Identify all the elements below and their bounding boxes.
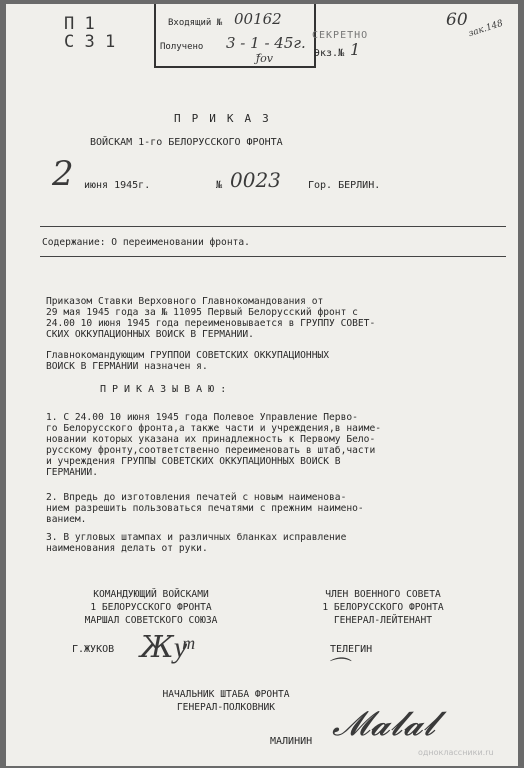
page-annotation: зак.148 bbox=[467, 18, 505, 40]
paragraph-line: русскому фронту,соответственно переименовать в штаб,части bbox=[46, 445, 376, 456]
point-3 bbox=[46, 532, 506, 554]
subject-rule-top bbox=[40, 226, 506, 227]
chief-rank: ГЕНЕРАЛ-ПОЛКОВНИК bbox=[176, 702, 276, 713]
paragraph-1 bbox=[46, 296, 506, 340]
council-signature: ⌒ bbox=[326, 657, 349, 682]
place: Гор. БЕРЛИН. bbox=[308, 180, 381, 191]
council-name: ТЕЛЕГИН bbox=[330, 644, 373, 655]
document-page bbox=[6, 4, 518, 766]
paragraph-line: Приказом Ставки Верховного Главнокомандования от bbox=[46, 296, 324, 307]
paragraph-line: го Белорусского фронта,а также части и учреждения,в наиме- bbox=[46, 423, 382, 434]
watermark: одноклассники.ru bbox=[418, 748, 494, 757]
commander-title-2: 1 БЕЛОРУССКОГО ФРОНТА bbox=[90, 602, 212, 613]
paragraph-line: 2. Впредь до изготовления печатей с новым наименова- bbox=[46, 492, 347, 503]
council-rank: ГЕНЕРАЛ-ЛЕЙТЕНАНТ bbox=[333, 615, 433, 626]
paragraph-line: 3. В угловых штампах и различных бланках исправление bbox=[46, 532, 347, 543]
number-label: № bbox=[216, 180, 223, 191]
commander-name: Г.ЖУКОВ bbox=[72, 644, 115, 655]
council-title-2: 1 БЕЛОРУССКОГО ФРОНТА bbox=[322, 602, 444, 613]
subject-rule-bottom bbox=[40, 256, 506, 257]
paragraph-line: ванием. bbox=[46, 514, 87, 525]
chief-name: МАЛИНИН bbox=[270, 736, 313, 747]
order-number: 0023 bbox=[230, 168, 281, 192]
paragraph-2 bbox=[46, 350, 506, 372]
copy-number: 1 bbox=[350, 40, 361, 59]
subject-line: Содержание: О переименовании фронта. bbox=[42, 237, 250, 248]
incoming-stamp bbox=[154, 4, 316, 68]
commander-title-1: КОМАНДУЮЩИЙ ВОЙСКАМИ bbox=[93, 589, 209, 600]
council-title-1: ЧЛЕН ВОЕННОГО СОВЕТА bbox=[325, 589, 441, 600]
commander-rank: МАРШАЛ СОВЕТСКОГО СОЮЗА bbox=[84, 615, 218, 626]
signatory-commander bbox=[46, 588, 256, 627]
paragraph-line: ГЕРМАНИИ. bbox=[46, 467, 98, 478]
paragraph-line: нием разрешить пользоваться печатями с прежним наимено- bbox=[46, 503, 364, 514]
doc-addressee: ВОЙСКАМ 1-го БЕЛОРУССКОГО ФРОНТА bbox=[90, 137, 283, 148]
date-day: 2 bbox=[52, 154, 74, 194]
commander-signature: Жуͫ bbox=[140, 630, 188, 665]
stamp-incoming-number: 00162 bbox=[234, 10, 282, 28]
paragraph-line: ВОЙСК В ГЕРМАНИИ назначен я. bbox=[46, 361, 208, 372]
stamp-received-label: Получено bbox=[160, 42, 204, 52]
stamp-signature: ƒ̃ov bbox=[256, 52, 273, 65]
paragraph-line: 29 мая 1945 года за № 11095 Первый Белорусский фронт с bbox=[46, 307, 358, 318]
paragraph-line: наименования делать от руки. bbox=[46, 543, 208, 554]
copy-label: Экз.№ bbox=[314, 48, 345, 59]
point-1 bbox=[46, 412, 506, 478]
stamp-incoming-label: Входящий № bbox=[168, 18, 223, 28]
archive-mark-1: П 1 bbox=[64, 14, 95, 34]
stamp-received-date: 3 - 1 - 45г. bbox=[226, 34, 306, 52]
date-rest: июня 1945г. bbox=[84, 180, 151, 191]
paragraph-line: Главнокомандующим ГРУППОЙ СОВЕТСКИХ ОККУПАЦИОННЫХ bbox=[46, 350, 330, 361]
paragraph-line: 24.00 10 июня 1945 года переименовывается в ГРУППУ СОВЕТ- bbox=[46, 318, 376, 329]
secrecy-line: СЕКРЕТНО bbox=[312, 30, 369, 41]
paragraph-line: СКИХ ОККУПАЦИОННЫХ ВОЙСК В ГЕРМАНИИ. bbox=[46, 329, 254, 340]
paragraph-line: новании которых указана их принадлежность к Первому Бело- bbox=[46, 434, 376, 445]
order-word: ПРИКАЗЫВАЮ: bbox=[100, 384, 233, 395]
archive-mark-2: С 3 1 bbox=[64, 32, 116, 52]
chief-title: НАЧАЛЬНИК ШТАБА ФРОНТА bbox=[162, 689, 290, 700]
paragraph-line: 1. С 24.00 10 июня 1945 года Полевое Управление Перво- bbox=[46, 412, 358, 423]
signatory-council-member bbox=[268, 588, 498, 627]
page-number: 60 bbox=[446, 10, 468, 30]
doc-title: ПРИКАЗ bbox=[174, 112, 280, 125]
point-2 bbox=[46, 492, 506, 525]
signatory-chief-of-staff bbox=[126, 688, 326, 714]
paragraph-line: и учреждения ГРУППЫ СОВЕТСКИХ ОККУПАЦИОННЫХ ВОЙСК В bbox=[46, 456, 341, 467]
chief-signature: 𝓜𝓪𝓵𝓪𝓵 bbox=[332, 704, 436, 744]
